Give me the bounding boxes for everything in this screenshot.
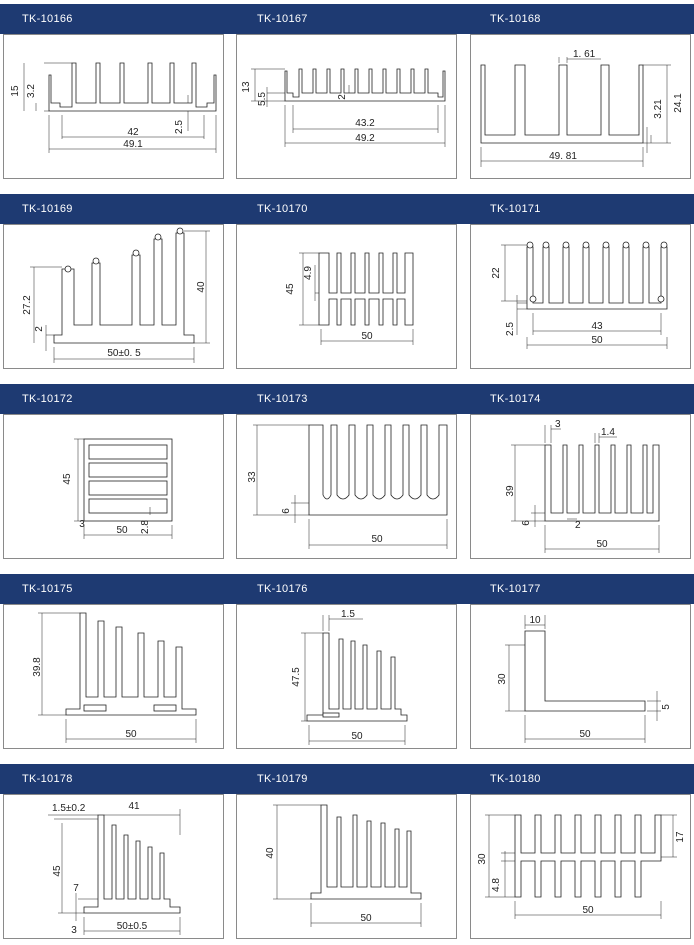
drawing-tk-10177 (470, 604, 691, 749)
dim-edge: 3 (71, 925, 77, 936)
dim-base: 2 (34, 326, 45, 332)
product-code: TK-10169 (22, 203, 73, 215)
drawing-tk-10176 (236, 604, 457, 749)
row-2-header-band (0, 194, 694, 224)
dim-inner: 43.2 (355, 118, 375, 129)
dim-height: 40 (196, 281, 207, 293)
dim-height: 33 (247, 471, 258, 483)
drawing-tk-10171 (470, 224, 691, 369)
dim-inner-h: 3.21 (653, 99, 664, 119)
product-code: TK-10173 (257, 393, 308, 405)
dim-width: 50 (125, 729, 137, 740)
dim-width: 50 (371, 534, 383, 545)
product-code: TK-10171 (490, 203, 541, 215)
dim-width: 50 (351, 731, 363, 742)
dim-overall: 49.2 (355, 133, 375, 144)
dim-fin: 1. 61 (573, 49, 596, 60)
dim-base: 3.2 (26, 84, 37, 98)
dim-edge: 3 (555, 419, 561, 430)
drawing-tk-10179 (236, 794, 457, 939)
product-code: TK-10170 (257, 203, 308, 215)
product-code: TK-10166 (22, 13, 73, 25)
product-code: TK-10176 (257, 583, 308, 595)
product-code: TK-10168 (490, 13, 541, 25)
drawing-tk-10173 (236, 414, 457, 559)
drawing-tk-10166 (3, 34, 224, 179)
dim-width: 50 (116, 525, 128, 536)
product-code: TK-10177 (490, 583, 541, 595)
row-5-header-band (0, 764, 694, 794)
product-code: TK-10175 (22, 583, 73, 595)
drawing-tk-10172 (3, 414, 224, 559)
dim-rib: 2.8 (140, 520, 151, 534)
dim-top: 41 (128, 801, 140, 812)
dim-base: 5.5 (257, 92, 268, 106)
product-code: TK-10174 (490, 393, 541, 405)
dim-base: 6 (521, 520, 532, 526)
dim-height: 30 (477, 853, 488, 865)
dim-fin: 1.5 (341, 609, 355, 620)
dim-height: 45 (285, 283, 296, 295)
dim-height: 45 (62, 473, 73, 485)
dim-fin: 1.5±0.2 (52, 803, 86, 814)
dim-base: 6 (281, 508, 292, 514)
dim-fin: 1.4 (601, 427, 615, 438)
dim-width: 50 (582, 905, 594, 916)
dim-base: 7 (73, 883, 79, 894)
dim-width: 50 (596, 539, 608, 550)
drawing-tk-10180 (470, 794, 691, 939)
dim-width: 49. 81 (549, 151, 577, 162)
dim-fin-gap: 2.5 (174, 120, 185, 134)
dim-top: 10 (529, 615, 541, 626)
dim-height: 47.5 (291, 667, 302, 687)
drawing-tk-10175 (3, 604, 224, 749)
dim-width: 50 (361, 331, 373, 342)
dim-fin: 4.9 (303, 266, 314, 280)
dim-upper: 17 (675, 831, 686, 843)
dim-fin: 2 (337, 94, 348, 100)
product-code: TK-10180 (490, 773, 541, 785)
row-1-header-band (0, 4, 694, 34)
drawing-tk-10169 (3, 224, 224, 369)
dim-height: 39.8 (32, 657, 43, 677)
row-4-header-band (0, 574, 694, 604)
dim-height: 24.1 (673, 93, 684, 113)
dim-height: 45 (52, 865, 63, 877)
product-code: TK-10167 (257, 13, 308, 25)
product-code: TK-10179 (257, 773, 308, 785)
dim-width: 50±0. 5 (107, 348, 141, 359)
dim-overall: 49.1 (123, 139, 143, 150)
dim-height: 13 (241, 81, 252, 93)
dim-fin-h: 22 (491, 267, 502, 279)
product-code: TK-10178 (22, 773, 73, 785)
dim-width: 50 (360, 913, 372, 924)
product-code: TK-10172 (22, 393, 73, 405)
dim-inner: 42 (127, 127, 139, 138)
dim-lower: 4.8 (491, 878, 502, 892)
dim-height: 15 (10, 85, 21, 97)
dim-inner: 43 (591, 321, 603, 332)
drawing-tk-10167 (236, 34, 457, 179)
dim-base: 5 (661, 704, 672, 710)
drawing-tk-10178 (3, 794, 224, 939)
dim-base: 2.5 (505, 322, 516, 336)
dim-gap: 2 (575, 520, 581, 531)
row-3-header-band (0, 384, 694, 414)
dim-height: 30 (497, 673, 508, 685)
drawing-tk-10168 (470, 34, 691, 179)
drawing-tk-10174 (470, 414, 691, 559)
dim-wall: 3 (79, 519, 85, 530)
dim-width: 50 (579, 729, 591, 740)
dim-height: 39 (505, 485, 516, 497)
dim-height: 40 (265, 847, 276, 859)
dim-width: 50 (591, 335, 603, 346)
dim-width: 50±0.5 (116, 921, 148, 932)
drawing-tk-10170 (236, 224, 457, 369)
dim-inner-h: 27.2 (22, 295, 33, 315)
